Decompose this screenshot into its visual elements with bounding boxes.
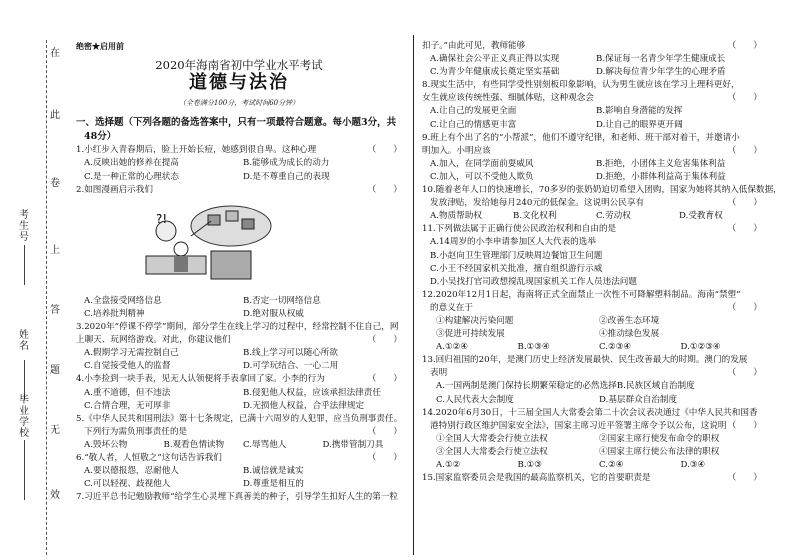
question-line xyxy=(422,472,762,485)
question-text: C.小王不经国家机关批准，擅自组织游行示威 xyxy=(430,263,603,274)
question-line xyxy=(76,426,402,439)
question-text: 明加入。小明应该 xyxy=(422,145,491,156)
answer-option: D.拒绝，小群体利益高于集体利益 xyxy=(596,171,726,182)
answer-option: A.①② xyxy=(436,460,461,470)
seal-char: 卷 xyxy=(50,178,60,189)
answer-option: C.为青少年健康成长奠定坚实基础 xyxy=(430,67,560,78)
answer-option: ④国家主席行使公布法律的职权 xyxy=(599,446,720,457)
question-line xyxy=(76,144,402,157)
answer-bracket: （ ） xyxy=(727,420,762,431)
answer-option: ③促进可持续发展 xyxy=(436,329,505,340)
answer-bracket: （ ） xyxy=(367,184,402,195)
answer-option: ④推动绿色发展 xyxy=(599,329,660,340)
answer-options xyxy=(422,459,762,472)
exam-title: 2020年海南省初中学业水平考试 xyxy=(155,58,323,73)
question-line xyxy=(76,373,402,386)
question-line xyxy=(422,250,762,263)
seal-char: 题 xyxy=(50,365,60,376)
answer-option: C.辱骂他人 xyxy=(243,439,287,450)
seal-char: 在 xyxy=(50,48,60,59)
question-text: 15.国家监察委员会是我国的最高监察机关，它的首要职责是 xyxy=(422,473,651,484)
question-line xyxy=(422,420,762,433)
question-text: 女生就应该传统性强、细腻体贴，这种观念会 xyxy=(422,93,594,104)
question-text: B.小赵向卫生管理部门反映周边餐馆卫生问题 xyxy=(430,250,603,261)
answer-options xyxy=(422,210,762,223)
answer-options xyxy=(76,360,402,373)
answer-option: A.确保社会公平正义真正得以实现 xyxy=(430,54,560,65)
answer-option: D.可学玩结合、一心二用 xyxy=(243,361,339,372)
question-text: 扣子。”由此可见，教师能够 xyxy=(422,41,526,51)
question-text: 的意义在于 xyxy=(430,302,473,313)
answer-option: B.否定一切网络信息 xyxy=(243,295,321,306)
answer-option: B.保证每一名青少年学生健康成长 xyxy=(596,54,726,65)
question-line xyxy=(422,223,762,236)
answer-option: D.绝对服从权威 xyxy=(243,308,304,319)
question-line xyxy=(422,145,762,158)
question-text: 2.如图漫画启示我们 xyxy=(76,184,153,195)
question-text: 9.班上有个出了名的“小帮派”，他们不遵守纪律，和老师、班干部对着干，并邀请小 xyxy=(422,132,740,143)
school-blank xyxy=(24,440,25,500)
answer-option: B.能够成为成长的动力 xyxy=(243,158,330,169)
answer-option: C.培养批判精神 xyxy=(84,308,145,319)
exam-info: （全卷满分100分，考试时间60分钟） xyxy=(178,99,300,108)
question-text: D.小吴找打官司政想搅乱现国家机关工作人员违法问题 xyxy=(430,276,637,287)
answer-options xyxy=(422,171,762,184)
answer-option: D.解决每位青少年学生的心理矛盾 xyxy=(596,67,726,78)
answer-options xyxy=(76,387,402,400)
question-text: 14.2020年6月30日，十三届全国人大常委会第二十次会议表决通过《中华人民共和国香 xyxy=(422,407,758,418)
answer-options xyxy=(76,347,402,360)
seal-char: 效 xyxy=(50,490,60,501)
answer-options xyxy=(76,295,402,308)
question-line xyxy=(76,413,402,426)
answer-bracket: （ ） xyxy=(367,374,402,385)
answer-options xyxy=(422,53,762,66)
question-text: 5.《中华人民共和国刑法》第十七条规定，已满十六周岁的人犯罪，应当负刑事责任。 xyxy=(76,413,403,424)
answer-option: A.重不道德，但不违法 xyxy=(84,387,171,398)
answer-option: C.让自己的情感更丰富 xyxy=(430,119,517,130)
question-text: 7.习近平总书记勉励教师“给学生心灵埋下真善美的种子，引导学生扣好人生的第一粒 xyxy=(76,492,398,503)
answer-options xyxy=(76,157,402,170)
question-text: 8.现实生活中，有些同学受性别刻板印象影响，认为男生就应该在学习上理科更好， xyxy=(422,80,740,91)
field-label-name: 姓 名 xyxy=(19,330,29,352)
answer-option: A.假期学习无需控制自己 xyxy=(84,348,179,359)
answer-option: A.加入，在同学面前耍威风 xyxy=(430,158,534,169)
question-text: 上聊天、玩网络游戏。对此，你建议他们 xyxy=(76,335,231,346)
answer-bracket: （ ） xyxy=(367,145,402,156)
answer-options xyxy=(422,158,762,171)
secret-label: 绝密★启用前 xyxy=(76,41,124,51)
answer-options xyxy=(422,105,762,118)
question-line xyxy=(422,276,762,289)
answer-option: A.让自己的发展更全面 xyxy=(430,106,517,117)
answer-bracket: （ ） xyxy=(727,368,762,379)
answer-option: ①构建解决污染问题 xyxy=(436,315,514,326)
question-line xyxy=(76,334,402,347)
question-text: 10.随着老年人口的快速增长，70多岁的张奶奶迫切希望入团购，国家为她将其纳入低保数据， xyxy=(422,185,782,196)
question-list xyxy=(76,144,402,196)
question-text: 表明 xyxy=(430,368,448,379)
answer-option: B.①③ xyxy=(517,460,542,470)
answer-option: B.观看色情读物 xyxy=(163,439,225,450)
question-line xyxy=(76,491,402,504)
answer-options xyxy=(422,394,762,407)
question-text: 4.小李捡到一块手表，见无人认领便将手表拿回了家。小李的行为 xyxy=(76,374,325,385)
answer-bracket: （ ） xyxy=(367,452,402,463)
question-text: 下列行为需负刑事责任的是 xyxy=(84,426,188,437)
question-line xyxy=(422,263,762,276)
right-column xyxy=(422,40,782,485)
answer-bracket: （ ） xyxy=(727,224,762,235)
left-column xyxy=(76,40,402,504)
answer-option: A.物质帮助权 xyxy=(430,211,482,222)
section-heading-line: 48分） xyxy=(84,131,117,143)
answer-options xyxy=(76,400,402,413)
answer-option: D.无损他人权益，合乎法律规定 xyxy=(243,400,365,411)
seal-dashed-line xyxy=(46,40,47,555)
answer-option: C.加入，可以不受他人欺负 xyxy=(430,171,534,182)
question-line xyxy=(422,40,762,53)
answer-options xyxy=(422,341,762,354)
question-list xyxy=(76,295,402,505)
answer-options xyxy=(76,171,402,184)
question-text: 港特别行政区维护国家安全法》，国家主席习近平签署主席令予以公布，这说明 xyxy=(430,420,727,431)
answer-option: D.携带管制刀具 xyxy=(322,439,384,450)
question-line xyxy=(76,452,402,465)
answer-option: D.①②③④ xyxy=(680,342,721,353)
answer-options xyxy=(422,119,762,132)
answer-option: C.劳动权 xyxy=(596,211,631,222)
question-text: 发放津贴，发给她每月240元的低保金。这说明公民享有 xyxy=(430,198,645,209)
seal-char: 此 xyxy=(50,110,60,121)
field-label-candidate-number: 考 生 号 xyxy=(19,210,29,243)
answer-bracket: （ ） xyxy=(727,145,762,156)
answer-option: B.侵犯他人权益，应该承担法律责任 xyxy=(243,387,381,398)
answer-option: B.线上学习可以随心所欲 xyxy=(243,348,338,359)
subject-title: 道德与法治 xyxy=(189,72,289,94)
answer-option: B.拒绝，小团体主义危害集体利益 xyxy=(596,158,726,169)
seal-char: 答 xyxy=(50,305,60,316)
answer-bracket: （ ） xyxy=(727,473,762,484)
question-line xyxy=(422,407,762,420)
seal-char: 上 xyxy=(50,245,60,256)
answer-option: C.②③④ xyxy=(599,342,632,353)
section-heading-line: 一、选择题（下列各题的备选答案中，只有一项最符合题意。每小题3分，共 xyxy=(76,117,397,129)
answer-option: B.影响自身潜能的发挥 xyxy=(596,106,683,117)
question-line xyxy=(422,92,762,105)
answer-option: A.一国两制是澳门保持长期繁荣稳定的必然选择 xyxy=(436,381,617,392)
answer-option: D.尊重是相互的 xyxy=(243,479,304,490)
question-line xyxy=(76,321,402,334)
column-divider xyxy=(413,35,414,555)
answer-option: ②国家主席行使发布命令的职权 xyxy=(599,433,720,444)
answer-options xyxy=(422,66,762,79)
question-text: 12.2020年12月1日起，海南将正式全面禁止一次性不可降解塑料制品。海南“禁塑” xyxy=(422,289,741,300)
question-line xyxy=(76,184,402,197)
answer-option: A.全盘接受网络信息 xyxy=(84,295,162,306)
cartoon-illustration xyxy=(136,201,286,286)
question-line xyxy=(422,302,762,315)
answer-options xyxy=(76,465,402,478)
answer-option: B.民族区域自治制度 xyxy=(616,381,695,392)
question-line xyxy=(422,132,762,145)
answer-options xyxy=(422,433,762,446)
svg-text:?!: ?! xyxy=(156,211,168,226)
answer-option: ②改善生态环境 xyxy=(599,315,660,326)
question-line xyxy=(422,197,762,210)
answer-options xyxy=(422,380,762,393)
answer-option: C.自觉接受他人的监督 xyxy=(84,361,171,372)
answer-options xyxy=(422,328,762,341)
answer-bracket: （ ） xyxy=(727,198,762,209)
answer-option: D.③④ xyxy=(680,460,706,470)
question-text: 3.2020年“停课不停学”期间，部分学生在线上学习的过程中，经常控制不住自己，网 xyxy=(76,322,399,333)
question-text: 11.下列做法属于正确行使公民政治权利和自由的是 xyxy=(422,224,617,235)
answer-options xyxy=(422,315,762,328)
answer-options xyxy=(422,446,762,459)
answer-option: B.文化权利 xyxy=(513,211,557,222)
question-list xyxy=(422,40,782,485)
section-heading xyxy=(76,116,402,144)
answer-option: C.是一种正常的心理状态 xyxy=(84,171,179,182)
question-text: 1.小红步入青春期后，脸上开始长痘，她感到很自卑。这种心理 xyxy=(76,145,317,156)
answer-option: C.可以轻视、歧视他人 xyxy=(84,479,171,490)
answer-option: ③全国人大常委会行使立法权 xyxy=(436,446,548,457)
answer-option: A.要以德报怨，忍耐他人 xyxy=(84,466,179,477)
answer-option: C.人民代表大会制度 xyxy=(436,394,514,405)
answer-bracket: （ ） xyxy=(727,93,762,104)
answer-option: A.①②④ xyxy=(436,342,469,353)
candidate-number-blank xyxy=(24,245,25,285)
answer-option: D.基层群众自治制度 xyxy=(599,394,678,405)
answer-option: B.诚信就是诚实 xyxy=(243,466,304,477)
answer-options xyxy=(76,478,402,491)
answer-option: C.②④ xyxy=(599,460,624,470)
question-text: 6.“敬人者，人恒敬之”这句话告诉我们 xyxy=(76,452,222,463)
answer-option: C.合情合理，无可厚非 xyxy=(84,400,171,411)
answer-option: D.是不尊重自己的表现 xyxy=(243,171,330,182)
answer-option: A.毁坏公物 xyxy=(84,439,128,450)
answer-bracket: （ ） xyxy=(367,335,402,346)
question-text: A.14周岁的小李申请参加区人大代表的选举 xyxy=(430,237,596,248)
question-line xyxy=(422,367,762,380)
answer-bracket: （ ） xyxy=(727,302,762,313)
answer-bracket: （ ） xyxy=(367,426,402,437)
question-text: 13.回归祖国的20年，是澳门历史上经济发展最快、民生改善最大的时期。澳门的发展 xyxy=(422,355,748,366)
question-line xyxy=(422,289,762,302)
answer-option: D.受教育权 xyxy=(679,211,723,222)
answer-bracket: （ ） xyxy=(727,41,762,51)
answer-option: ①全国人大常委会行使立法权 xyxy=(436,433,548,444)
answer-options xyxy=(76,308,402,321)
seal-char: 无 xyxy=(50,425,60,436)
field-label-school: 毕 业 学 校 xyxy=(19,395,29,439)
answer-option: B.①③④ xyxy=(517,342,550,353)
question-line xyxy=(422,236,762,249)
answer-option: D.让自己的眼界更开阔 xyxy=(596,119,683,130)
name-blank xyxy=(24,360,25,400)
answer-option: A.反映出她的修养在提高 xyxy=(84,158,179,169)
answer-options xyxy=(76,439,402,452)
